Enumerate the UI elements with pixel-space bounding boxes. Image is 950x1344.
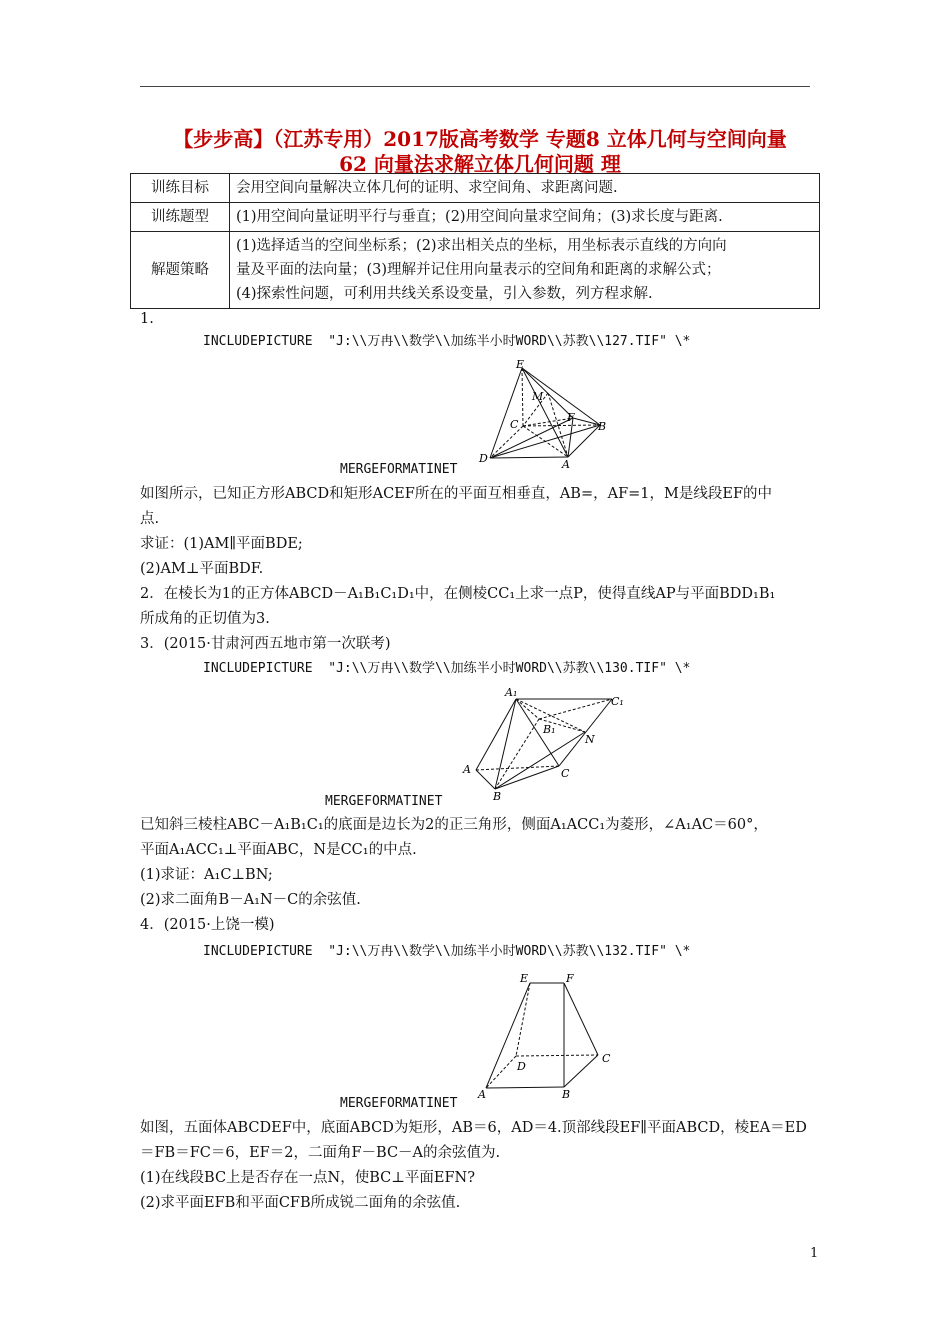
document-title-line-1: 【步步高】（江苏专用）2017版高考数学 专题8 立体几何与空间向量	[173, 127, 787, 151]
table-row	[131, 232, 820, 309]
figure-pentahedron	[470, 970, 620, 1100]
problem-1-number: 1.	[140, 311, 154, 327]
table-cell: 会用空间向量解决立体几何的证明、求空间角、求距离问题.	[230, 174, 820, 203]
problem-1-text: 点.	[140, 511, 160, 527]
label-C1: C₁	[611, 695, 624, 708]
label-A: A	[463, 763, 471, 776]
label-C: C	[561, 767, 570, 780]
include-picture-field: INCLUDEPICTURE "J:\\万冉\\数学\\加练半小时WORD\\苏教\\130.TIF" \*	[203, 661, 691, 676]
label-N: N	[585, 733, 595, 746]
label-B: B	[493, 790, 502, 801]
problem-4-text: (1)在线段BC上是否存在一点N，使BC⊥平面EFN?	[140, 1170, 476, 1186]
label-D: D	[479, 452, 488, 465]
label-E: E	[516, 358, 525, 371]
figure-square-rectangle	[470, 358, 620, 470]
mergeformat-field: MERGEFORMATINET	[340, 1096, 458, 1111]
training-info-table	[130, 173, 820, 309]
label-M: M	[532, 390, 544, 403]
label-E: E	[520, 972, 529, 985]
table-cell-line: (4)探索性问题，可利用共线关系设变量，引入参数，列方程求解.	[236, 286, 653, 302]
label-C: C	[602, 1052, 611, 1065]
table-label: 解题策略	[131, 232, 230, 309]
table-label: 训练目标	[131, 174, 230, 203]
label-B1: B₁	[543, 723, 556, 736]
problem-3-text: 已知斜三棱柱ABC－A₁B₁C₁的底面是边长为2的正三角形，侧面A₁ACC₁为菱形，∠A₁AC＝60°，	[140, 817, 768, 833]
label-A1: A₁	[505, 686, 518, 699]
mergeformat-field: MERGEFORMATINET	[340, 462, 458, 477]
problem-4-text: ＝FB＝FC＝6，EF＝2，二面角F－BC－A的余弦值为.	[140, 1145, 501, 1161]
problem-3-text: (1)求证：A₁C⊥BN;	[140, 867, 273, 883]
table-cell-line: 量及平面的法向量；(3)理解并记住用向量表示的空间角和距离的求解公式；	[236, 262, 721, 278]
label-F: F	[566, 972, 574, 985]
label-A: A	[562, 458, 570, 470]
label-C: C	[510, 418, 519, 431]
mergeformat-field: MERGEFORMATINET	[325, 794, 443, 809]
label-B: B	[562, 1088, 571, 1100]
problem-4-header: 4．(2015·上饶一模)	[140, 917, 275, 933]
figure-oblique-prism	[455, 683, 640, 801]
problem-1-text: (2)AM⊥平面BDF.	[140, 561, 264, 577]
problem-3-header: 3．(2015·甘肃河西五地市第一次联考)	[140, 636, 391, 652]
problem-3-text: 平面A₁ACC₁⊥平面ABC，N是CC₁的中点.	[140, 842, 417, 858]
table-row	[131, 203, 820, 232]
problem-4-text: (2)求平面EFB和平面CFB所成锐二面角的余弦值.	[140, 1195, 461, 1211]
top-rule	[140, 86, 810, 87]
label-A: A	[478, 1088, 486, 1100]
include-picture-field: INCLUDEPICTURE "J:\\万冉\\数学\\加练半小时WORD\\苏教\\132.TIF" \*	[203, 944, 691, 959]
page-number: 1	[810, 1246, 819, 1261]
table-row	[131, 174, 820, 203]
problem-2-text: 2．在棱长为1的正方体ABCD－A₁B₁C₁D₁中，在侧棱CC₁上求一点P，使得直线AP与平面BDD₁B₁	[140, 586, 776, 602]
problem-3-text: (2)求二面角B－A₁N－C的余弦值.	[140, 892, 361, 908]
table-cell: (1)用空间向量证明平行与垂直；(2)用空间向量求空间角；(3)求长度与距离.	[230, 203, 820, 232]
table-cell	[230, 232, 820, 309]
table-label: 训练题型	[131, 203, 230, 232]
problem-1-text: 如图所示，已知正方形ABCD和矩形ACEF所在的平面互相垂直，AB=，AF=1，M是线段EF的中	[140, 486, 773, 502]
problem-2-text: 所成角的正切值为3.	[140, 611, 270, 627]
problem-1-text: 求证：(1)AM∥平面BDE;	[140, 536, 303, 552]
label-F: F	[567, 411, 575, 424]
table-cell-line: (1)选择适当的空间坐标系；(2)求出相关点的坐标，用坐标表示直线的方向向	[236, 238, 727, 254]
label-D: D	[517, 1060, 526, 1073]
document-title-line-2: 62 向量法求解立体几何问题 理	[339, 152, 621, 176]
label-B: B	[598, 420, 607, 433]
include-picture-field: INCLUDEPICTURE "J:\\万冉\\数学\\加练半小时WORD\\苏教\\127.TIF" \*	[203, 334, 691, 349]
problem-4-text: 如图，五面体ABCDEF中，底面ABCD为矩形，AB＝6，AD＝4.顶部线段EF∥平面ABCD，棱EA＝ED	[140, 1120, 807, 1136]
